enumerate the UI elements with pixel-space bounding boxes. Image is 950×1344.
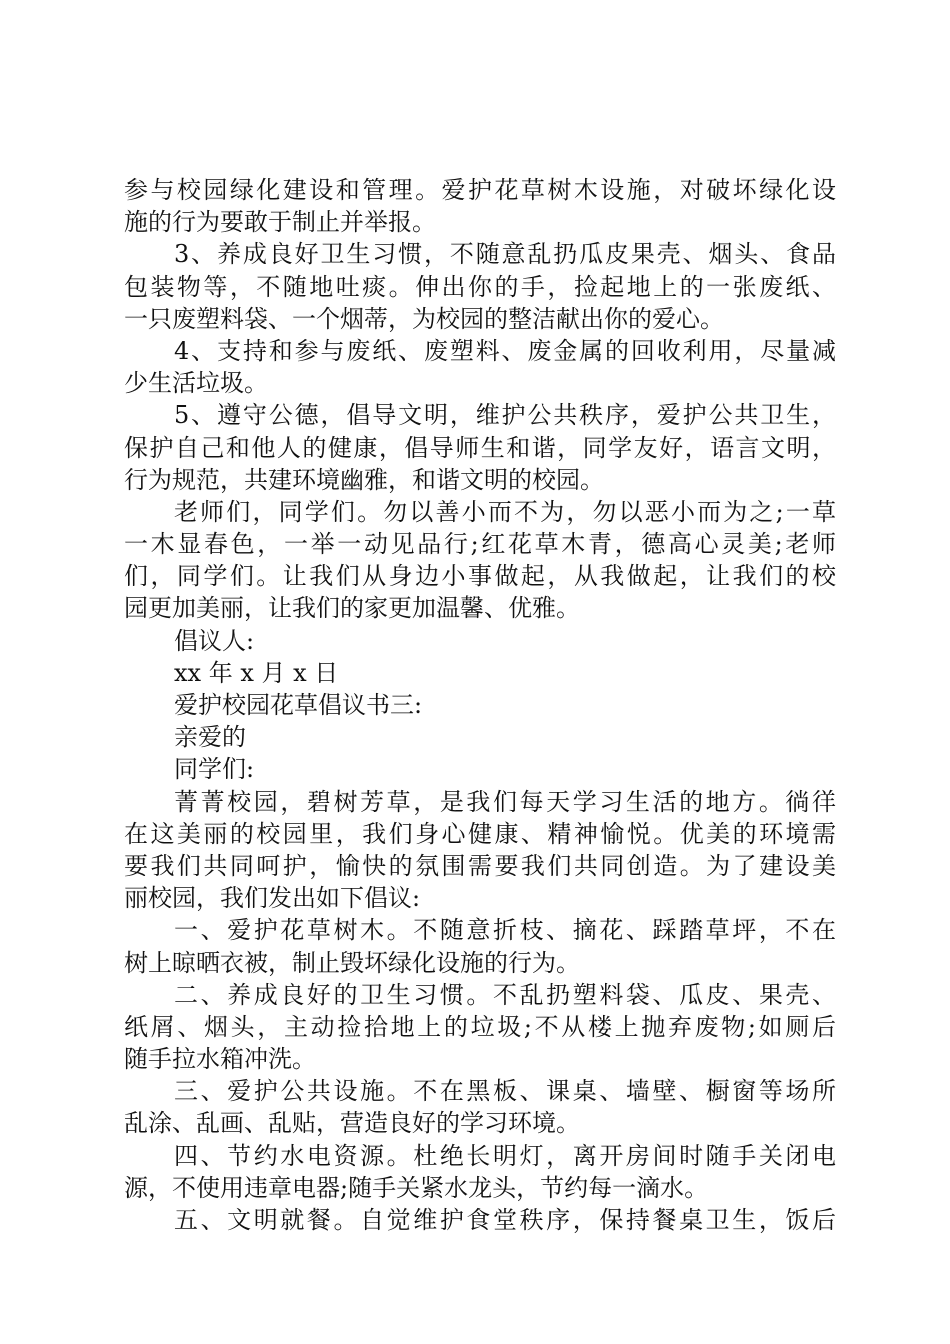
text-line: 一、爱护花草树木。不随意折枝、摘花、踩踏草坪，不在 [174,916,836,945]
text-line: 菁菁校园，碧树芳草，是我们每天学习生活的地方。徜徉 [174,787,836,816]
text-line: 三、爱护公共设施。不在黑板、课桌、墙壁、橱窗等场所 [174,1077,836,1106]
text-line: 园更加美丽，让我们的家更加温馨、优雅。 [124,594,580,623]
text-line: 二、养成良好的卫生习惯。不乱扔塑料袋、瓜皮、果壳、 [174,980,836,1009]
text-line: 同学们: [174,755,255,784]
text-line: 5、遵守公德，倡导文明，维护公共秩序，爱护公共卫生， [174,401,836,430]
document-body [124,174,836,1236]
text-line: 倡议人: [174,626,255,655]
text-line: 老师们，同学们。勿以善小而不为，勿以恶小而为之;一草 [174,497,836,526]
text-line: 要我们共同呵护，愉快的氛围需要我们共同创造。为了建设美 [124,851,836,880]
text-line: 3、养成良好卫生习惯，不随意乱扔瓜皮果壳、烟头、食品 [174,240,836,269]
text-line: 们，同学们。让我们从身边小事做起，从我做起，让我们的校 [124,562,836,591]
text-line: 行为规范，共建环境幽雅，和谐文明的校园。 [124,465,604,494]
text-line: 参与校园绿化建设和管理。爱护花草树木设施，对破坏绿化设 [124,176,836,204]
text-line: 乱涂、乱画、乱贴，营造良好的学习环境。 [124,1109,580,1138]
text-line: 在这美丽的校园里，我们身心健康、精神愉悦。优美的环境需 [124,819,836,848]
text-line: 亲爱的 [174,723,246,752]
text-line: 保护自己和他人的健康，倡导师生和谐，同学友好，语言文明， [124,433,836,462]
text-line: 爱护校园花草倡议书三: [174,691,423,719]
text-line: 树上晾晒衣被，制止毁坏绿化设施的行为。 [124,948,580,977]
text-line: 施的行为要敢于制止并举报。 [124,208,436,237]
text-line: 一木显春色，一举一动见品行;红花草木青，德高心灵美;老师 [124,530,836,559]
text-line: xx 年 x 月 x 日 [174,658,339,687]
text-line: 少生活垃圾。 [124,369,268,398]
text-line: 源，不使用违章电器;随手关紧水龙头，节约每一滴水。 [124,1173,709,1202]
text-line: 一只废塑料袋、一个烟蒂，为校园的整洁献出你的爱心。 [124,304,724,333]
text-line: 丽校园，我们发出如下倡议: [124,884,421,913]
text-line: 4、支持和参与废纸、废塑料、废金属的回收利用，尽量减 [174,336,836,365]
text-line: 随手拉水箱冲洗。 [124,1045,316,1074]
text-line: 四、节约水电资源。杜绝长明灯，离开房间时随手关闭电 [174,1141,836,1170]
text-line: 纸屑、烟头，主动捡拾地上的垃圾;不从楼上抛弃废物;如厕后 [124,1012,836,1041]
text-line: 包装物等，不随地吐痰。伸出你的手，捡起地上的一张废纸、 [124,272,836,301]
text-line: 五、文明就餐。自觉维护食堂秩序，保持餐桌卫生，饭后 [174,1206,836,1234]
